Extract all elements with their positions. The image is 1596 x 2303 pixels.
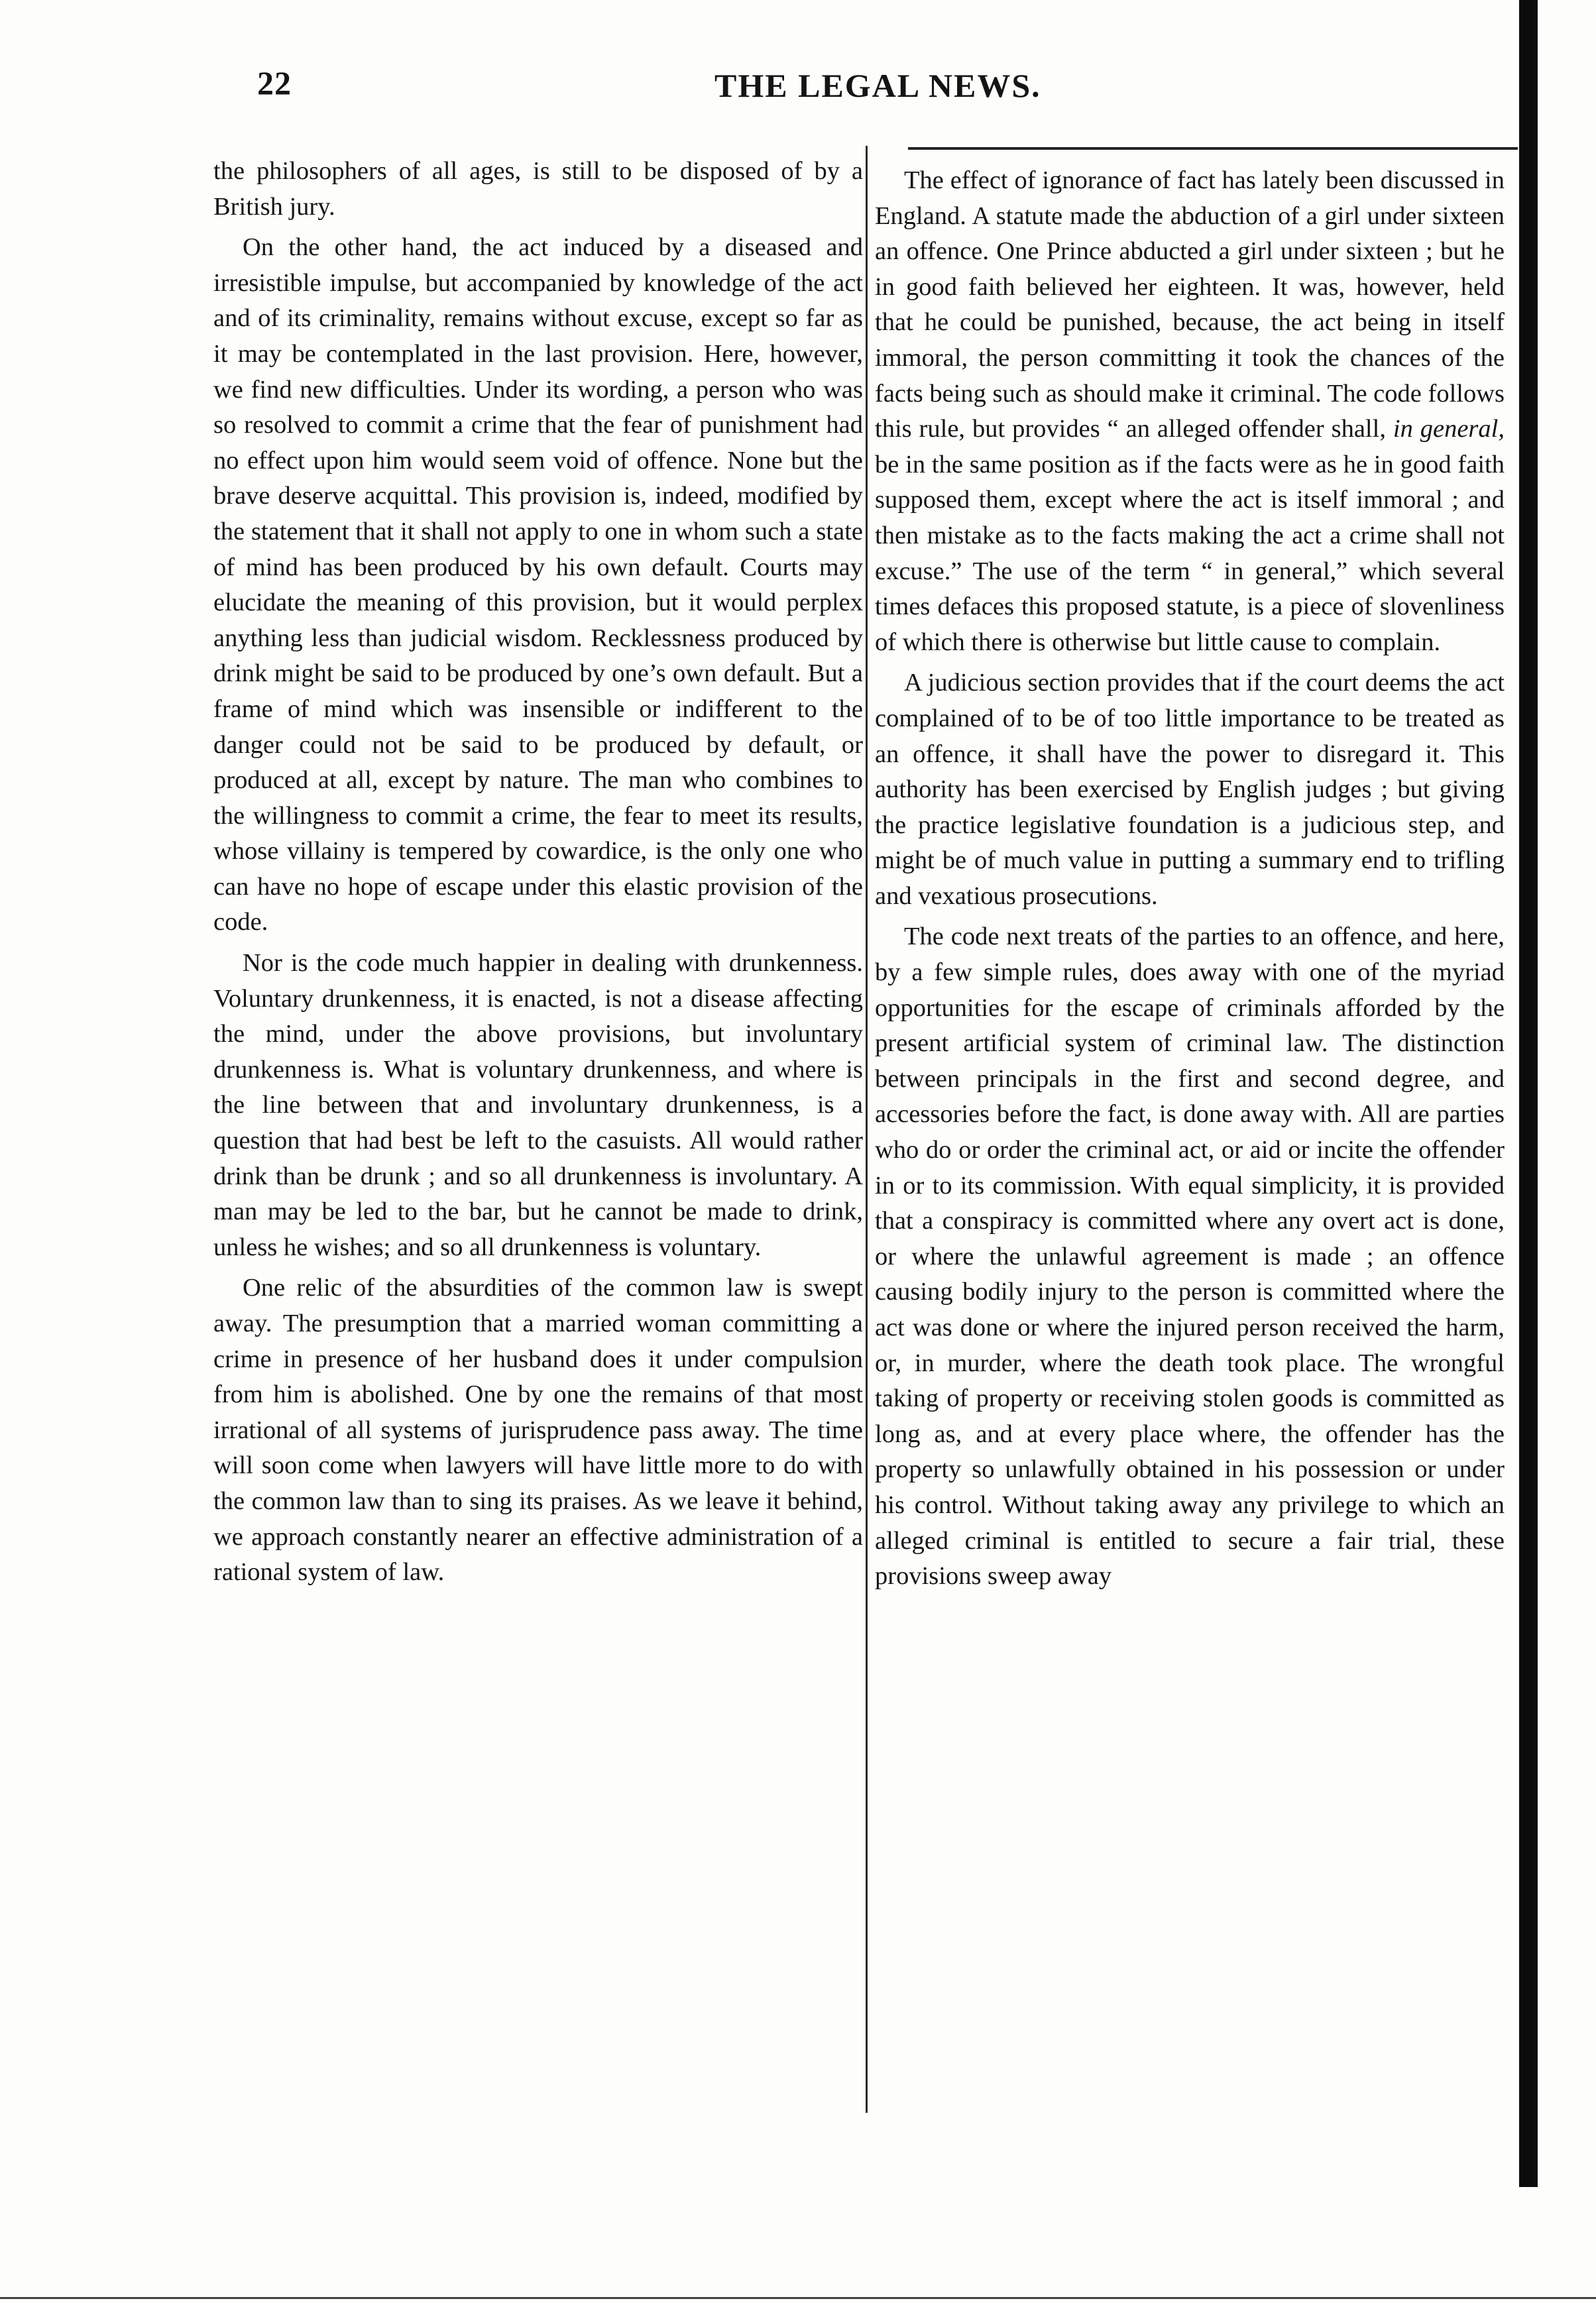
right-paragraph-3: The code next treats of the parties to an offence, and here, by a few simple rules, does away with one of the myriad opportunities for the escape of criminals afforded by the present artificial system of criminal law. The distinction between principals in the first and second degree, and accessories before the fact, is done away with. All are parties who do or order the criminal act, or aid or incite the offender in or to its commission. With equal simplicity, it is provided that a conspiracy is committed where any overt act is done, or where the unlawful agreement is made ; an offence causing bodily injury to the person is committed where the act was done or where the injured person received the harm, or, in murder, where the death took place. The wrongful taking of property or receiving stolen goods is committed as long as, and at every place where, the offender has the property so unlawfully obtained in his possession or under his control. Without taking away any privilege to which an alleged criminal is entitled to secure a fair trial, these provisions sweep away: [875, 923, 1505, 1591]
right-column: [875, 163, 1505, 1600]
running-title: THE LEGAL NEWS.: [714, 67, 1041, 104]
left-column: [213, 154, 863, 1596]
right-paragraph-1: [875, 163, 1505, 660]
bottom-edge-line: [0, 2297, 1596, 2299]
column-divider: [866, 146, 868, 2113]
left-paragraph-4: One relic of the absurdities of the common law is swept away. The presumption that a married woman committing a crime in presence of her husband does it under compulsion from him is abolished. One by one the remains of that most irrational of all systems of jurisprudence pass away. The time will soon come when lawyers will have little more to do with the common law than to sing its praises. As we leave it behind, we approach constantly nearer an effective administration of a rational system of law.: [213, 1274, 863, 1587]
left-paragraph-1: the philosophers of all ages, is still to be disposed of by a British jury.: [213, 157, 863, 221]
right-paragraph-1-part-a: The effect of ignorance of fact has lately been discussed in England. A statute made the abduction of a girl under sixteen an offence. One Prince abducted a girl under sixteen ; but he in good faith believed her eighteen. It was, however, held that he could be punished, because, the act being in itself immoral, the person committing it took the chances of the facts being such as should make it criminal. The code follows this rule, but provides “ an alleged offender shall,: [875, 166, 1505, 443]
right-paragraph-1-emphasis: in general,: [1393, 415, 1505, 443]
left-paragraph-2: On the other hand, the act induced by a diseased and irresistible impulse, but accompanied by knowledge of the act and of its criminality, remains without excuse, except so far as it may be contemplated in the last provision. Here, however, we find new difficulties. Under its wording, a person who was so resolved to commit a crime that the fear of punishment had no effect upon him would seem void of offence. None but the brave deserve acquittal. This provision is, indeed, modified by the statement that it shall not apply to one in whom such a state of mind has been produced by his own default. Courts may elucidate the meaning of this provision, but it would perplex anything less than judicial wisdom. Recklessness produced by drink might be said to be produced by one’s own default. But a frame of mind which was insensible or indifferent to the danger could not be said to be produced by default, or produced at all, except by nature. The man who combines to the willingness to commit a crime, the fear to meet its results, whose villainy is tempered by cowardice, is the only one who can have no hope of escape under this elastic provision of the code.: [213, 233, 863, 936]
left-paragraph-3: Nor is the code much happier in dealing with drunkenness. Voluntary drunkenness, it is enacted, is not a disease affecting the mind, under the above provisions, but involuntary drunkenness is. What is voluntary drunkenness, and where is the line between that and involuntary drunkenness, is a question that had best be left to the casuists. All would rather drink than be drunk ; and so all drunkenness is involuntary. A man may be led to the bar, but he cannot be made to drink, unless he wishes; and so all drunkenness is voluntary.: [213, 949, 863, 1261]
header-rule: [908, 147, 1518, 150]
right-paragraph-2: A judicious section provides that if the court deems the act complained of to be of too little importance to be treated as an offence, it shall have the power to disregard it. This authority has been exercised by English judges ; but giving the practice legislative foundation is a judicious step, and might be of much value in putting a summary end to trifling and vexatious prosecutions.: [875, 669, 1505, 910]
binding-edge-shadow: [1519, 0, 1538, 2187]
page-header: [257, 64, 1516, 117]
page-number: 22: [257, 64, 292, 101]
right-paragraph-1-part-b: be in the same position as if the facts were as he in good faith supposed them, except where the act is itself immoral ; and then mistake as to the facts making the act a crime shall not excuse.” The use of the term “ in general,” which several times defaces this proposed statute, is a piece of slovenliness of which there is otherwise but little cause to complain.: [875, 450, 1505, 656]
